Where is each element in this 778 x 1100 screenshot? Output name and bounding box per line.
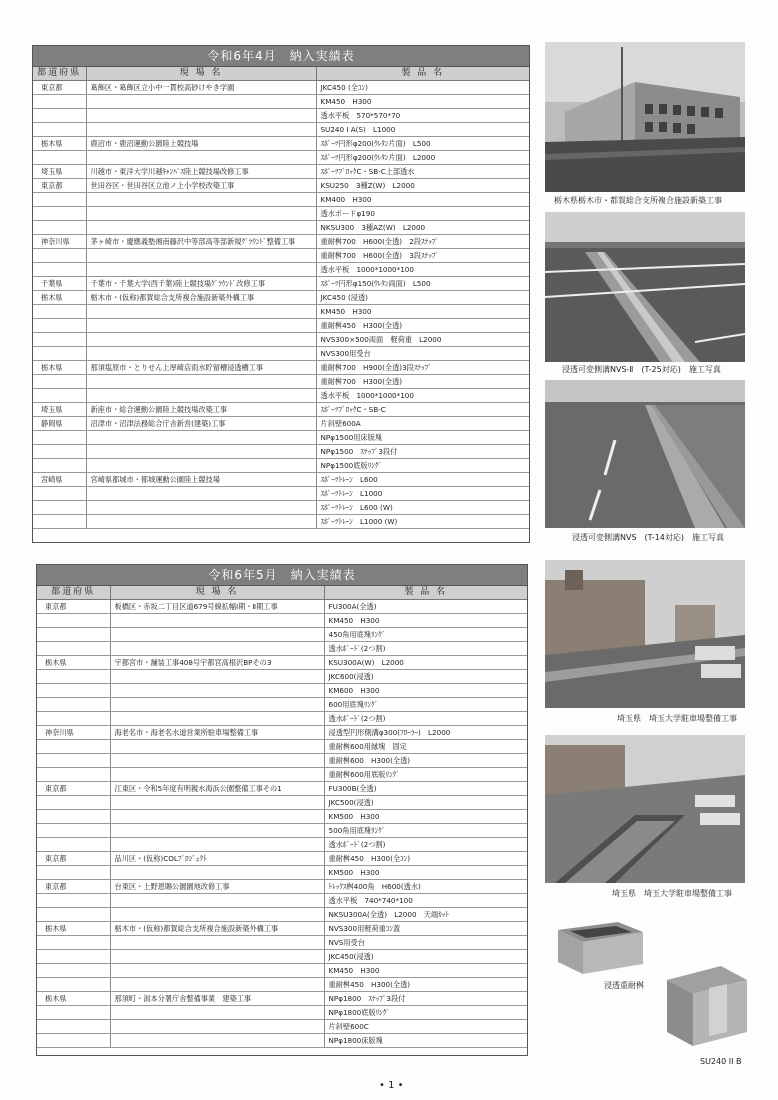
header-prefecture: 都道府県 [37,586,110,600]
cell-prefecture [33,123,86,137]
cell-prefecture: 栃木県 [37,656,110,670]
cell-product: 透水平板 1000*1000*100 [316,389,529,403]
photo-nvs [545,380,745,528]
cell-prefecture: 栃木県 [33,361,86,375]
april-table-body [33,81,529,529]
cell-product: ｽﾎﾟｰﾂﾌﾞﾛｯｸC・SB-C上部透水 [316,165,529,179]
table-row [33,137,529,151]
cell-prefecture: 栃木県 [37,992,110,1006]
table-row [37,838,527,852]
cell-prefecture [37,936,110,950]
table-row [33,123,529,137]
cell-site [110,698,324,712]
cell-prefecture [37,740,110,754]
cell-product: NKSU300 3種AZ(W) L2000 [316,221,529,235]
cell-prefecture [33,193,86,207]
cell-prefecture [33,487,86,501]
cell-prefecture [33,347,86,361]
cell-site: 沼津市・沼津法務総合庁舎新営(建築)工事 [86,417,316,431]
table-row [33,417,529,431]
table-row [37,614,527,628]
cell-prefecture: 宮崎県 [33,473,86,487]
cell-prefecture [33,431,86,445]
cell-site [110,684,324,698]
photo-nvs2 [545,212,745,362]
cell-product: ｽﾎﾟｰﾂ円形φ200(ｳﾚﾀﾝ片面) L500 [316,137,529,151]
cell-prefecture: 神奈川県 [33,235,86,249]
cell-product: 重耐桝700 H600(全透) 2段ｽﾃｯﾌﾟ [316,235,529,249]
cell-site [110,796,324,810]
table-row [37,922,527,936]
photo-saitama-1 [545,560,745,708]
cell-product: 600用底塊ﾘﾝｸﾞ [324,698,527,712]
cell-prefecture [33,375,86,389]
cell-product: ｽﾎﾟｰﾂﾄﾚｰﾝ L600 (W) [316,501,529,515]
cell-product: ｽﾎﾟｰﾂﾄﾚｰﾝ L600 [316,473,529,487]
cell-prefecture [37,768,110,782]
cell-product: ｽﾎﾟｰﾂﾄﾚｰﾝ L1000 [316,487,529,501]
table-row [37,950,527,964]
cell-prefecture [33,95,86,109]
cell-site [110,810,324,824]
cell-prefecture [37,838,110,852]
cell-product: 透水ﾎﾞｰﾄﾞ(2つ割) [324,838,527,852]
cell-prefecture [37,978,110,992]
cell-product: KSU250 3種Z(W) L2000 [316,179,529,193]
table-header-row [33,67,529,81]
cell-prefecture [37,964,110,978]
cell-prefecture: 埼玉県 [33,403,86,417]
cell-site [86,207,316,221]
product-infiltration-box [548,918,648,976]
table-row [33,277,529,291]
table-row [37,684,527,698]
cell-product: 透水ﾎﾞｰﾄﾞ(2つ割) [324,712,527,726]
cell-prefecture [37,866,110,880]
table-row [37,810,527,824]
cell-product: NVS300用軽荷重ｺﾝ蓋 [324,922,527,936]
cell-site [86,431,316,445]
cell-site [110,754,324,768]
cell-site [110,894,324,908]
cell-site: 世田谷区・世田谷区立池ノ上小学校改築工事 [86,179,316,193]
cell-prefecture: 神奈川県 [37,726,110,740]
cell-product: ｽﾎﾟｰﾂ円形φ150(ｳﾚﾀﾝ両面) L500 [316,277,529,291]
cell-site: 栃木市・(仮称)都賀総合支所複合施設新築外構工事 [110,922,324,936]
table-row [33,81,529,95]
cell-site [86,389,316,403]
cell-product: 重耐桝600 H300(全透) [324,754,527,768]
caption-saitama-1: 埼玉県 埼玉大学駐車場整備工事 [617,714,737,723]
cell-prefecture: 静岡県 [33,417,86,431]
cell-site [110,838,324,852]
table-row [33,165,529,179]
cell-prefecture: 東京都 [33,81,86,95]
table-row [33,459,529,473]
cell-product: JKC500(浸透) [324,796,527,810]
table-row [37,670,527,684]
table-row [33,249,529,263]
cell-product: NPφ1800床版塊 [324,1034,527,1048]
cell-site [110,614,324,628]
cell-product: KM450 H300 [324,964,527,978]
cell-site [86,445,316,459]
cell-site: 那須町・潟本分署庁舎整備事業 建築工事 [110,992,324,1006]
cell-product: 重耐桝700 H600(全透) 3段ｽﾃｯﾌﾟ [316,249,529,263]
caption-saitama-2: 埼玉県 埼玉大学駐車場整備工事 [612,889,732,898]
cell-product: KM450 H300 [324,614,527,628]
photo-building [545,42,745,192]
cell-site: 新座市・総合運動公園陸上競技場改築工事 [86,403,316,417]
cell-product: JKC450 (全ｺﾝ) [316,81,529,95]
table-title: 令和6年5月 納入実績表 [37,565,527,586]
cell-site [110,670,324,684]
cell-prefecture [33,515,86,529]
cell-site [86,123,316,137]
cell-prefecture [33,151,86,165]
cell-site [86,221,316,235]
cell-site [86,109,316,123]
cell-prefecture [33,389,86,403]
cell-site: 那須塩原市・とりせん上厚崎店雨水貯留槽浸透槽工事 [86,361,316,375]
cell-product: KM500 H300 [324,866,527,880]
table-row [37,1006,527,1020]
table-row [37,656,527,670]
cell-product: 500角用底塊ﾘﾝｸﾞ [324,824,527,838]
cell-product: 透水ﾎﾞｰﾄﾞ(2つ割) [324,642,527,656]
cell-site: 鹿沼市・鹿沼運動公園陸上競技場 [86,137,316,151]
table-row [37,628,527,642]
cell-prefecture [37,950,110,964]
header-site: 現 場 名 [110,586,324,600]
cell-site [110,1020,324,1034]
table-row [37,726,527,740]
cell-site: 品川区・(仮称)COLﾌﾟﾛｼﾞｪｸﾄ [110,852,324,866]
cell-product: 透水平板 740*740*100 [324,894,527,908]
cell-prefecture [37,1006,110,1020]
cell-site [86,347,316,361]
cell-product: NPφ1800 ｽﾃｯﾌﾟ3段付 [324,992,527,1006]
cell-site [86,375,316,389]
caption-nvs: 浸透可変側溝NVS (T-14対応) 施工写真 [572,533,724,542]
table-row [33,305,529,319]
cell-prefecture [37,712,110,726]
caption-su240: SU240 II B [700,1057,742,1066]
cell-prefecture: 千葉県 [33,277,86,291]
cell-product: NKSU300A(全透) L2000 天端ｶｯﾄ [324,908,527,922]
table-row [33,501,529,515]
cell-prefecture: 栃木県 [33,291,86,305]
caption-nvs2: 浸透可変側溝NVS-Ⅱ (T-25対応) 施工写真 [562,365,721,374]
cell-prefecture [37,614,110,628]
cell-prefecture [37,796,110,810]
table-row [37,908,527,922]
cell-prefecture [33,319,86,333]
cell-product: FU300A(全透) [324,600,527,614]
table-row [37,698,527,712]
cell-product: 重耐桝450 H300(全透) [324,978,527,992]
table-row [33,431,529,445]
caption-infiltration-box: 浸透重耐桝 [604,981,644,990]
table-row [33,375,529,389]
cell-product: 浸透型円形側溝φ300(ﾌﾛｰﾗｰ) L2000 [324,726,527,740]
table-row [37,642,527,656]
cell-site: 茅ヶ崎市・慶應義塾湘南藤沢中等部高等部新規ｸﾞﾗｳﾝﾄﾞ整備工事 [86,235,316,249]
cell-product: KM450 H300 [316,95,529,109]
table-row [37,936,527,950]
table-row [37,1034,527,1048]
table-row [33,179,529,193]
table-row [37,824,527,838]
table-row [33,473,529,487]
cell-site [86,459,316,473]
cell-site: 台東区・上野恩賜公園園地改修工事 [110,880,324,894]
table-row [37,782,527,796]
cell-site [86,249,316,263]
cell-prefecture: 埼玉県 [33,165,86,179]
cell-product: KM500 H300 [324,810,527,824]
cell-prefecture [33,501,86,515]
cell-product: NVS用受台 [324,936,527,950]
cell-product: 重耐桝450 H300(全透) [316,319,529,333]
cell-prefecture: 東京都 [33,179,86,193]
header-product: 製 品 名 [324,586,527,600]
cell-site: 千葉市・千葉大学(西千葉)陸上競技場ｸﾞﾗｳﾝﾄﾞ改修工事 [86,277,316,291]
cell-site [110,1034,324,1048]
table-row [33,487,529,501]
cell-site [86,319,316,333]
table-row [37,740,527,754]
table-row [33,95,529,109]
cell-site [86,305,316,319]
cell-site [86,151,316,165]
cell-site [110,936,324,950]
cell-product: NPφ1800底版ﾘﾝｸﾞ [324,1006,527,1020]
cell-prefecture: 栃木県 [37,922,110,936]
cell-product: ｽﾎﾟｰﾂ円形φ200(ｳﾚﾀﾝ片面) L2000 [316,151,529,165]
cell-product: KSU300A(W) L2000 [324,656,527,670]
cell-prefecture [37,754,110,768]
cell-prefecture [33,263,86,277]
table-row [33,389,529,403]
cell-prefecture [37,824,110,838]
cell-product: ｽﾎﾟｰﾂﾄﾚｰﾝ L1000 (W) [316,515,529,529]
table-row [33,193,529,207]
cell-site [86,263,316,277]
cell-product: KM450 H300 [316,305,529,319]
cell-prefecture [37,908,110,922]
cell-site [110,978,324,992]
cell-prefecture [33,445,86,459]
cell-product: ﾄﾚｯｸｽ桝400角 H600(透水) [324,880,527,894]
april-results-table [32,45,530,543]
cell-site [86,333,316,347]
cell-product: 透水平板 1000*1000*100 [316,263,529,277]
cell-product: NVS300×500両面 軽荷重 L2000 [316,333,529,347]
cell-product: JKC450 (浸透) [316,291,529,305]
cell-product: KM400 H300 [316,193,529,207]
cell-product: NVS300用受台 [316,347,529,361]
table-row [33,361,529,375]
cell-prefecture [33,249,86,263]
table-row [33,347,529,361]
table-row [37,600,527,614]
cell-product: SU240 I A(S) L1000 [316,123,529,137]
cell-site [110,642,324,656]
cell-prefecture: 東京都 [37,880,110,894]
cell-prefecture [33,333,86,347]
table-row [33,333,529,347]
cell-product: NPφ1500 ｽﾃｯﾌﾟ3段付 [316,445,529,459]
table-row [37,712,527,726]
cell-site [86,193,316,207]
cell-prefecture [37,1020,110,1034]
cell-site [86,501,316,515]
table-row [33,515,529,529]
cell-prefecture [33,305,86,319]
table-row [33,319,529,333]
cell-prefecture [37,670,110,684]
table-row [33,207,529,221]
cell-prefecture [37,698,110,712]
cell-site [110,712,324,726]
cell-site [110,950,324,964]
cell-site [86,487,316,501]
table-title: 令和6年4月 納入実績表 [33,46,529,67]
cell-product: FU300B(全透) [324,782,527,796]
may-table-body [37,600,527,1048]
cell-site [110,768,324,782]
table-row [37,1020,527,1034]
cell-prefecture [33,109,86,123]
table-row [37,796,527,810]
header-prefecture: 都道府県 [33,67,86,81]
cell-prefecture: 東京都 [37,600,110,614]
header-product: 製 品 名 [316,67,529,81]
cell-product: KM600 H300 [324,684,527,698]
may-results-table [36,564,528,1056]
table-row [33,403,529,417]
cell-site [110,908,324,922]
cell-prefecture: 東京都 [37,782,110,796]
cell-product: 重耐桝700 H300(全透) [316,375,529,389]
table-row [37,768,527,782]
cell-product: 重耐桝600用縁塊 固定 [324,740,527,754]
cell-prefecture [37,1034,110,1048]
cell-prefecture [37,628,110,642]
page-number: • 1 • [379,1080,404,1091]
cell-site: 栃木市・(仮称)都賀総合支所複合施設新築外構工事 [86,291,316,305]
table-row [37,852,527,866]
cell-prefecture: 東京都 [37,852,110,866]
cell-product: JKC450(浸透) [324,950,527,964]
photo-saitama-2 [545,735,745,883]
table-row [37,964,527,978]
cell-prefecture [37,684,110,698]
table-row [33,263,529,277]
table-row [33,235,529,249]
table-header-row [37,586,527,600]
cell-product: 片斜壁600A [316,417,529,431]
cell-site: 葛飾区・葛飾区立小中一貫校高砂けやき学園 [86,81,316,95]
table-row [37,754,527,768]
cell-site [110,824,324,838]
cell-product: NPφ1500用床版塊 [316,431,529,445]
table-row [33,445,529,459]
cell-prefecture: 栃木県 [33,137,86,151]
cell-prefecture [33,221,86,235]
cell-product: JKC600(浸透) [324,670,527,684]
table-row [37,992,527,1006]
cell-prefecture [37,642,110,656]
cell-site [86,515,316,529]
table-row [33,221,529,235]
cell-product: ｽﾎﾟｰﾂﾌﾞﾛｯｸC・SB-C [316,403,529,417]
cell-prefecture [37,810,110,824]
product-su240 [663,962,751,1048]
cell-site: 板橋区・赤坂二丁目区道679号線拡幅Ⅰ期・Ⅱ期工事 [110,600,324,614]
cell-site [110,964,324,978]
cell-product: 透水平板 570*570*70 [316,109,529,123]
cell-product: 透水ボードφ190 [316,207,529,221]
table-row [33,291,529,305]
cell-site: 宮崎県都城市・都城運動公園陸上競技場 [86,473,316,487]
cell-product: 450角用底塊ﾘﾝｸﾞ [324,628,527,642]
cell-product: 重耐桝700 H900(全透)3段ｽﾃｯﾌﾟ [316,361,529,375]
cell-site: 川越市・東洋大学川越ｷｬﾝﾊﾟｽ陸上競技場改修工事 [86,165,316,179]
cell-site [110,740,324,754]
cell-site: 海老名市・海老名水道営業所駐車場整備工事 [110,726,324,740]
cell-site: 江東区・令和5年度有明親水海浜公園整備工事その1 [110,782,324,796]
table-row [33,151,529,165]
cell-site: 宇都宮市・舗装工事408号宇都宮高根沢BPその3 [110,656,324,670]
table-row [33,109,529,123]
table-row [37,978,527,992]
cell-site [110,628,324,642]
cell-product: 重耐桝600用底版ﾘﾝｸﾞ [324,768,527,782]
cell-product: NPφ1500底版ﾘﾝｸﾞ [316,459,529,473]
cell-prefecture [33,207,86,221]
cell-product: 片斜壁600C [324,1020,527,1034]
table-row [37,866,527,880]
cell-product: 重耐桝450 H300(全ｺﾝ) [324,852,527,866]
cell-prefecture [33,459,86,473]
table-row [37,894,527,908]
cell-prefecture [37,894,110,908]
cell-site [110,866,324,880]
cell-site [110,1006,324,1020]
caption-building: 栃木県栃木市・都賀総合支所複合施設新築工事 [554,196,722,205]
table-row [37,880,527,894]
cell-site [86,95,316,109]
header-site: 現 場 名 [86,67,316,81]
